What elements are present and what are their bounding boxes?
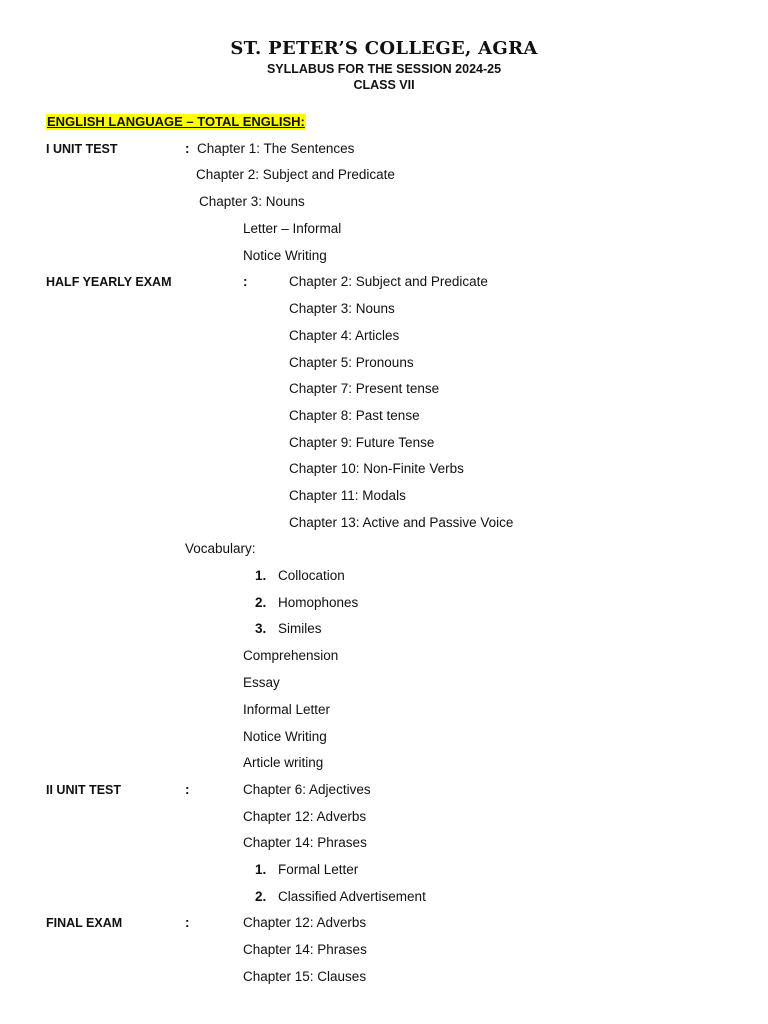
unit-test-1-colon: :: [185, 141, 190, 156]
half-yearly-chapter: Chapter 10: Non-Finite Verbs: [289, 461, 464, 476]
unit-test-2-colon: :: [185, 782, 190, 797]
final-exam-colon: :: [185, 915, 190, 930]
half-yearly-label: HALF YEARLY EXAM: [46, 275, 172, 289]
unit-test-2-item: Classified Advertisement: [278, 889, 426, 904]
unit-test-1-item: Notice Writing: [243, 248, 327, 263]
half-yearly-chapter: Chapter 3: Nouns: [289, 301, 395, 316]
section-heading: ENGLISH LANGUAGE – TOTAL ENGLISH:: [47, 114, 305, 129]
writing-item: Comprehension: [243, 648, 339, 663]
unit-test-2-number: 1.: [255, 862, 267, 877]
writing-item: Informal Letter: [243, 702, 331, 717]
vocab-item: Homophones: [278, 595, 359, 610]
unit-test-2-item: Formal Letter: [278, 862, 359, 877]
vocabulary-label: Vocabulary:: [185, 541, 256, 556]
half-yearly-chapter: Chapter 2: Subject and Predicate: [289, 274, 488, 289]
final-exam-chapter: Chapter 12: Adverbs: [243, 915, 367, 930]
unit-test-1-label: I UNIT TEST: [46, 142, 118, 156]
final-exam-label: FINAL EXAM: [46, 916, 123, 930]
writing-item: Article writing: [243, 755, 324, 770]
unit-test-1-item: Letter – Informal: [243, 221, 342, 236]
class-title: CLASS VII: [353, 78, 415, 92]
vocab-number: 1.: [255, 568, 267, 583]
unit-test-1-item: Chapter 2: Subject and Predicate: [196, 167, 395, 182]
vocab-item: Similes: [278, 621, 322, 636]
writing-item: Essay: [243, 675, 280, 690]
half-yearly-chapter: Chapter 9: Future Tense: [289, 435, 435, 450]
final-exam-chapter: Chapter 14: Phrases: [243, 942, 367, 957]
vocab-number: 3.: [255, 621, 267, 636]
unit-test-1-item: Chapter 1: The Sentences: [197, 141, 355, 156]
vocab-number: 2.: [255, 595, 267, 610]
unit-test-2-chapter: Chapter 6: Adjectives: [243, 782, 371, 797]
unit-test-1-item: Chapter 3: Nouns: [199, 194, 305, 209]
unit-test-2-number: 2.: [255, 889, 267, 904]
half-yearly-chapter: Chapter 5: Pronouns: [289, 355, 414, 370]
vocab-item: Collocation: [278, 568, 345, 583]
half-yearly-chapter: Chapter 11: Modals: [289, 488, 406, 503]
half-yearly-chapter: Chapter 4: Articles: [289, 328, 400, 343]
writing-item: Notice Writing: [243, 729, 327, 744]
session-title: SYLLABUS FOR THE SESSION 2024-25: [266, 62, 502, 76]
half-yearly-colon: :: [243, 274, 248, 289]
half-yearly-chapter: Chapter 8: Past tense: [289, 408, 420, 423]
unit-test-2-chapter: Chapter 12: Adverbs: [243, 809, 367, 824]
unit-test-2-chapter: Chapter 14: Phrases: [243, 835, 367, 850]
half-yearly-chapter: Chapter 7: Present tense: [289, 381, 440, 396]
half-yearly-chapter: Chapter 13: Active and Passive Voice: [289, 515, 514, 530]
college-title: ST. PETER’S COLLEGE, AGRA: [230, 38, 538, 59]
final-exam-chapter: Chapter 15: Clauses: [243, 969, 367, 984]
unit-test-2-label: II UNIT TEST: [46, 783, 121, 797]
